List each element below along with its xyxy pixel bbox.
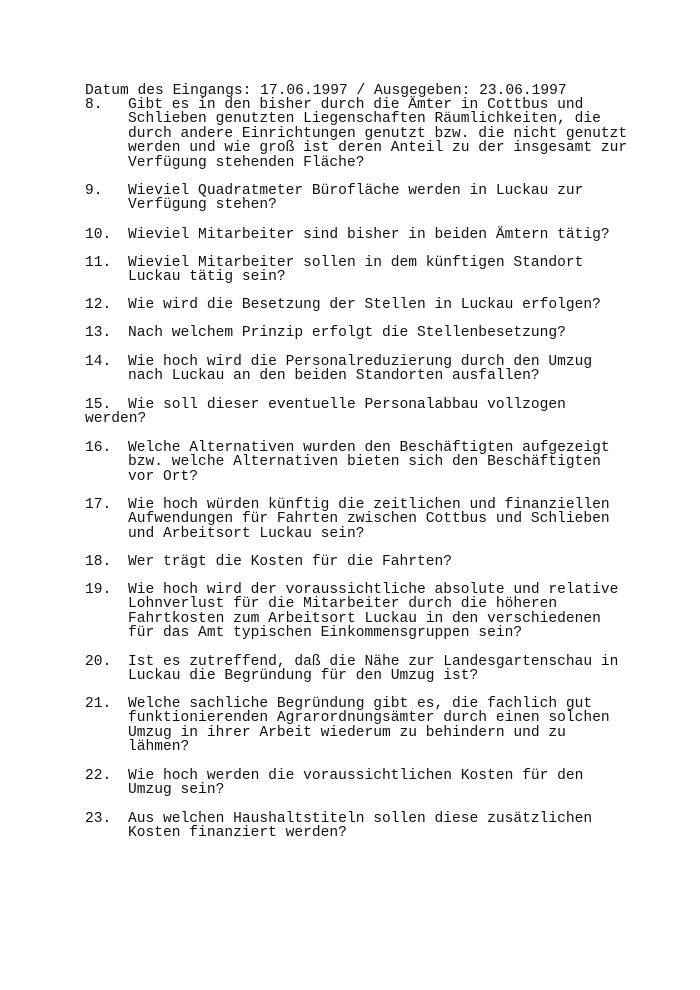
question-8 [85, 97, 628, 171]
question-text: Wieviel Quadratmeter Bürofläche werden in Luckau zur Verfügung stehen? [128, 183, 584, 214]
question-number: 8. [85, 97, 103, 113]
question-10 [85, 228, 625, 242]
question-number: 23. [85, 811, 112, 827]
question-number: 9. [85, 183, 103, 199]
question-17 [85, 498, 625, 541]
question-14 [85, 355, 625, 384]
question-text: Wieviel Mitarbeiter sollen in dem künftigen Standort Luckau tätig sein? [128, 255, 584, 286]
question-9 [85, 184, 625, 213]
question-number: 21. [85, 696, 112, 712]
question-text: Wie hoch wird die Personalreduzierung durch den Umzug nach Luckau an den beiden Standorten ausfallen? [128, 354, 593, 385]
question-12 [85, 298, 625, 312]
receipt-date-header: Datum des Eingangs: 17.06.1997 / Ausgegeben: 23.06.1997 [85, 83, 567, 99]
question-text: Wie hoch würden künftig die zeitlichen und finanziellen Aufwendungen für Fahrten zwischen Cottbus und Schlieben und Arbeitsort Luckau sein? [128, 497, 610, 542]
question-19 [85, 583, 625, 641]
question-number: 19. [85, 582, 112, 598]
question-text: Wie hoch wird der voraussichtliche absolute und relative Lohnverlust für die Mitarbeiter durch die höheren Fahrtkosten zum Arbeitsort Luckau in den verschiedenen für das Amt typischen Einkommensgruppen sein? [128, 582, 619, 642]
question-number: 20. [85, 654, 112, 670]
question-16 [85, 441, 625, 484]
question-text: Aus welchen Haushaltstiteln sollen diese zusätzlichen Kosten finanziert werden? [128, 811, 593, 842]
question-text: Welche Alternativen wurden den Beschäftigten aufgezeigt bzw. welche Alternativen bieten sich den Beschäftigten vor Ort? [128, 440, 610, 485]
question-number: 22. [85, 768, 112, 784]
question-text: Wieviel Mitarbeiter sind bisher in beiden Ämtern tätig? [128, 227, 610, 243]
question-text: Wie soll dieser eventuelle Personalabbau vollzogen werden? [85, 397, 566, 428]
question-15 [85, 398, 625, 427]
question-number: 17. [85, 497, 112, 513]
question-number: 10. [85, 227, 112, 243]
question-text: Wie wird die Besetzung der Stellen in Luckau erfolgen? [128, 297, 601, 313]
question-number: 16. [85, 440, 112, 456]
question-21 [85, 697, 625, 755]
question-11 [85, 256, 625, 285]
question-number: 11. [85, 255, 112, 271]
question-number: 18. [85, 554, 112, 570]
question-text: Gibt es in den bisher durch die Ämter in Cottbus und Schlieben genutzten Liegenschaften Räumlichkeiten, die durch andere Einrichtungen genutzt bzw. die nicht genutzt werden und wie groß ist deren Anteil zu der insgesamt zur Verfügung stehenden Fläche? [128, 97, 628, 171]
question-text: Welche sachliche Begründung gibt es, die fachlich gut funktionierenden Agrarordnungsämter durch einen solchen Umzug in ihrer Arbeit wiederum zu behindern und zu lähmen? [128, 696, 610, 756]
question-text: Nach welchem Prinzip erfolgt die Stellenbesetzung? [128, 325, 566, 341]
question-text: Wie hoch werden die voraussichtlichen Kosten für den Umzug sein? [128, 768, 584, 799]
question-number: 12. [85, 297, 112, 313]
question-number: 15. [85, 397, 112, 413]
question-text: Ist es zutreffend, daß die Nähe zur Landesgartenschau in Luckau die Begründung für den Umzug ist? [128, 654, 619, 685]
question-23 [85, 812, 625, 841]
question-number: 13. [85, 325, 112, 341]
question-text: Wer trägt die Kosten für die Fahrten? [128, 554, 453, 570]
question-13 [85, 326, 625, 340]
question-22 [85, 769, 625, 798]
question-number: 14. [85, 354, 112, 370]
question-20 [85, 655, 625, 684]
question-18 [85, 555, 625, 569]
